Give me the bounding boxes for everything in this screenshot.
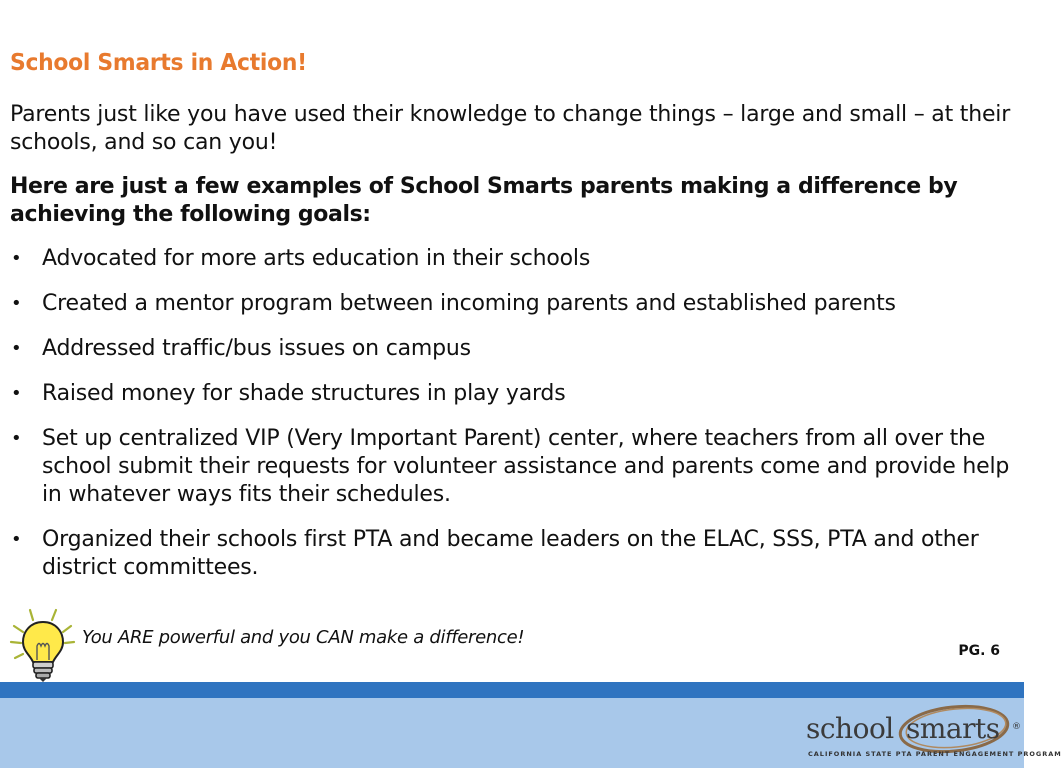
list-item (0, 245, 1010, 273)
logo-subtitle: CALIFORNIA STATE PTA PARENT ENGAGEMENT PROGRAM (808, 750, 1062, 758)
bullet-icon: • (11, 293, 22, 314)
intro-paragraph: Parents just like you have used their knowledge to change things – large and small – at their schools, and so can you! (10, 102, 1011, 155)
list-item-text: Organized their schools first PTA and became leaders on the ELAC, SSS, PTA and other district committees. (42, 527, 979, 580)
bullet-icon: • (11, 428, 22, 449)
list-item-text: Created a mentor program between incoming parents and established parents (42, 291, 896, 316)
logo-word-smarts: smarts (906, 712, 1000, 745)
page-number: PG. 6 (958, 643, 1000, 659)
school-smarts-logo (800, 700, 1062, 768)
list-item-text: Advocated for more arts education in their schools (42, 246, 591, 271)
footer-band (0, 682, 1024, 698)
list-item (0, 526, 1010, 582)
list-item-text: Set up centralized VIP (Very Important Parent) center, where teachers from all over the school submit their requests for volunteer assistance and parents come and provide help in whatever ways fits their schedules. (42, 426, 1010, 507)
list-item-text: Addressed traffic/bus issues on campus (42, 336, 471, 361)
bullet-icon: • (11, 529, 22, 550)
bullet-icon: • (11, 383, 22, 404)
slide-title: School Smarts in Action! (10, 48, 307, 76)
list-item-text: Raised money for shade structures in play yards (42, 381, 566, 406)
list-item (0, 380, 1010, 408)
bullet-icon: • (11, 338, 22, 359)
registered-mark: ® (1012, 722, 1021, 732)
goals-list (0, 245, 1010, 599)
list-item (0, 425, 1010, 509)
logo-word-school: school (806, 712, 894, 745)
lead-paragraph: Here are just a few examples of School Smarts parents making a difference by achieving the following goals: (10, 174, 958, 227)
tagline: You ARE powerful and you CAN make a difference! (82, 627, 525, 648)
lightbulb-icon (8, 606, 78, 684)
bullet-icon: • (11, 248, 22, 269)
list-item (0, 290, 1010, 318)
list-item (0, 335, 1010, 363)
